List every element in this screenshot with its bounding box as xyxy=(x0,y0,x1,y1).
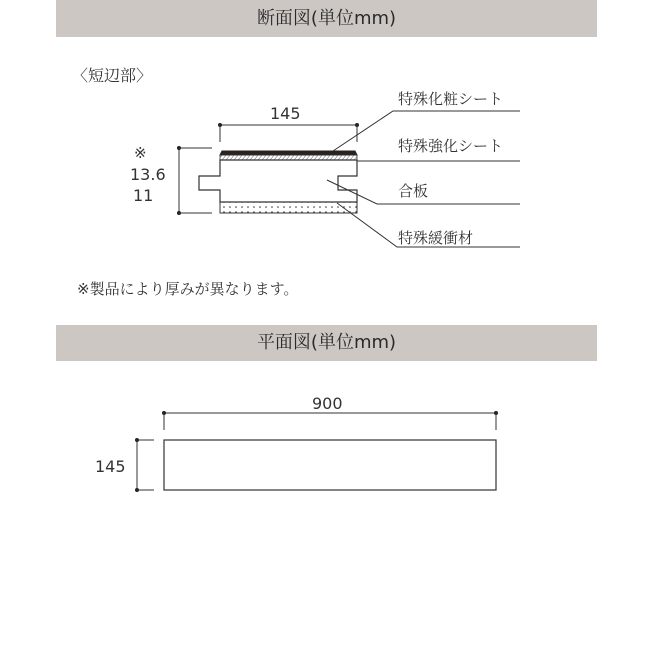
plan-header: 平面図(単位mm) xyxy=(56,325,597,361)
thickness-label-2: 11 xyxy=(133,186,154,205)
plan-length-dimension xyxy=(162,411,498,430)
thickness-label-1: 13.6 xyxy=(130,165,166,184)
width-dimension xyxy=(218,123,359,142)
plan-length-label: 900 xyxy=(312,394,343,413)
layer-label-reinforced-sheet: 特殊強化シート xyxy=(398,137,504,155)
plywood-core xyxy=(199,160,357,202)
layer-label-plywood: 合板 xyxy=(398,182,429,200)
cushion-layer xyxy=(220,202,357,213)
reinforced-sheet-layer xyxy=(220,155,357,160)
plan-width-label: 145 xyxy=(95,457,126,476)
decorative-sheet-layer xyxy=(220,151,357,155)
plan-width-dimension xyxy=(135,438,154,492)
width-dim-label: 145 xyxy=(270,104,301,123)
layer-label-decorative-sheet: 特殊化粧シート xyxy=(398,90,504,108)
thickness-note-mark: ※ xyxy=(134,144,147,162)
section-header: 断面図(単位mm) xyxy=(56,0,597,37)
short-side-label: 〈短辺部〉 xyxy=(72,66,153,85)
plan-board xyxy=(164,440,496,490)
thickness-note: ※製品により厚みが異なります。 xyxy=(77,280,299,298)
layer-label-cushion: 特殊緩衝材 xyxy=(398,229,474,247)
